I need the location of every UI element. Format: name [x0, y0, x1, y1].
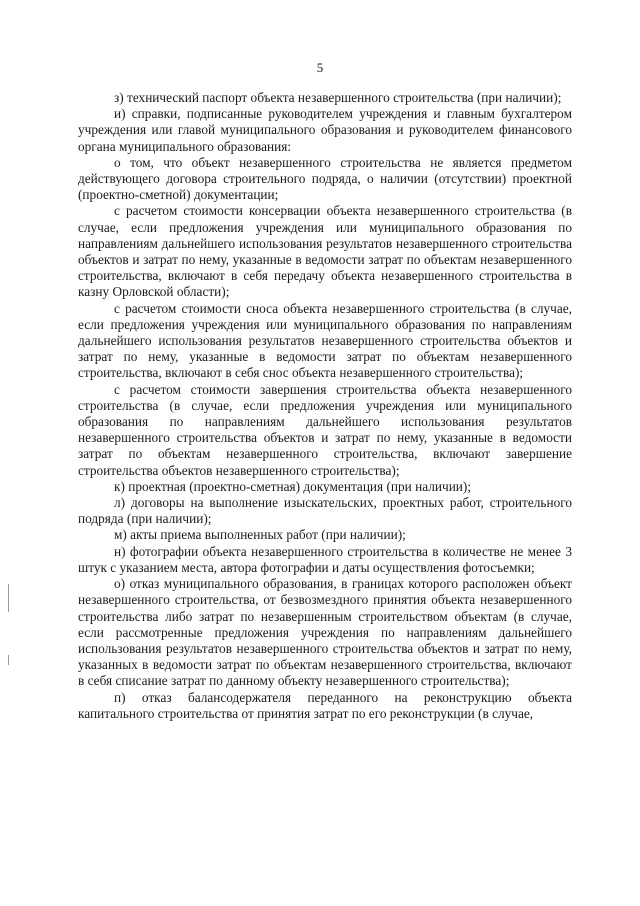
paragraph-o: о) отказ муниципального образования, в границах которого расположен объект незавершенного строительства, от безвозмездного принятия объекта незавершенного строительства либо затрат по незавершенным строительством объектам (в случае, если рассмотренные предложения учреждения по направлениям дальнейшего использования результатов незавершенного строительства объектов и затрат по нему, указанных в ведомости затрат по объектам незавершенного строительства, включают в себя списание затрат по данному объекту незавершенного строительства);: [78, 576, 572, 689]
paragraph-i: и) справки, подписанные руководителем учреждения и главным бухгалтером учреждения или главой муниципального образования и руководителем финансового органа муниципального образования:: [78, 106, 572, 154]
scan-margin-mark: [8, 655, 9, 665]
paragraph-k: к) проектная (проектно-сметная) документация (при наличии);: [114, 478, 472, 494]
paragraph-i-3: с расчетом стоимости сноса объекта незавершенного строительства (в случае, если предложения учреждения или муниципального образования по направлениям дальнейшего использования результатов незавершенного строительства объектов и затрат по нему, указанные в ведомости затрат по объектам незавершенного строительства, включают в себя снос объекта незавершенного строительства);: [78, 300, 572, 381]
paragraph-z: з) технический паспорт объекта незавершенного строительства (при наличии);: [114, 90, 562, 105]
paragraph-i-2: с расчетом стоимости консервации объекта незавершенного строительства (в случае, если предложения учреждения или муниципального образования по направлениям дальнейшего использования результатов незавершенного строительства объектов и затрат по нему, указанные в ведомости затрат по объектам незавершенного строительства, включают в себя передачу объекта незавершенного строительства в казну Орловской области);: [78, 203, 572, 300]
paragraph-n: н) фотографии объекта незавершенного строительства в количестве не менее 3 штук с указанием места, автора фотографии и даты осуществления фотосъемки;: [78, 543, 572, 575]
paragraph-i-4: с расчетом стоимости завершения строительства объекта незавершенного строительства (в случае, если предложения учреждения или муниципального образования по направлениям дальнейшего использования результатов незавершенного строительства объектов и затрат по нему, указанные в ведомости затрат по объектам незавершенного строительства, включают завершение строительства объектов незавершенного строительства);: [78, 381, 572, 478]
paragraph-i-1: о том, что объект незавершенного строительства не является предметом действующего договора строительного подряда, о наличии (отсутствии) проектной (проектно-сметной) документации;: [78, 154, 572, 203]
paragraph-l: л) договоры на выполнение изыскательских, проектных работ, строительного подряда (при наличии);: [78, 495, 572, 527]
page-number: 5: [316, 60, 324, 75]
paragraph-p: п) отказ балансодержателя переданного на реконструкцию объекта капитального строительства от принятия затрат по его реконструкции (в случае,: [78, 689, 572, 721]
document-body: [78, 90, 572, 722]
paragraph-m: м) акты приема выполненных работ (при наличии);: [114, 527, 406, 543]
scan-margin-mark: [8, 584, 9, 612]
